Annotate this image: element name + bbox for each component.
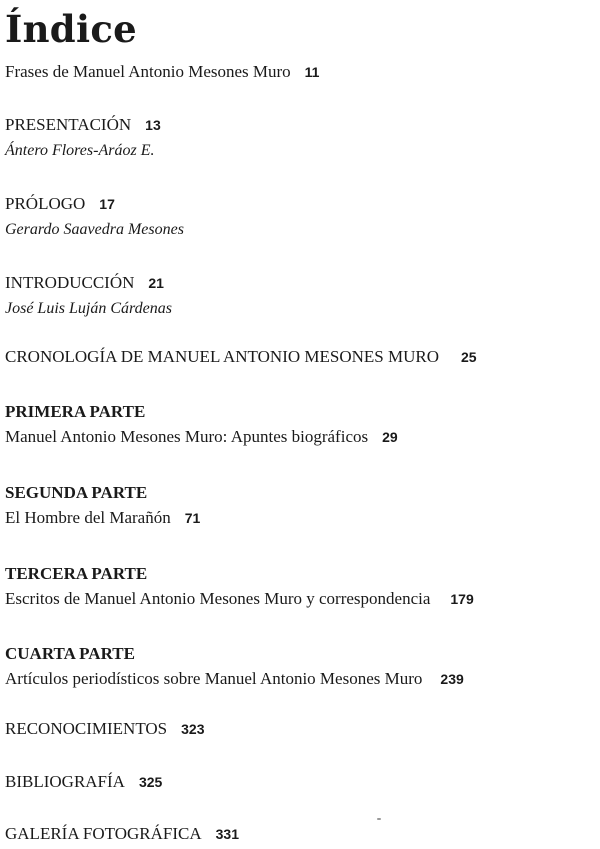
toc-entry-line (5, 823, 239, 845)
toc-entry-line (5, 114, 161, 136)
scan-speck (377, 818, 381, 820)
toc-page-number: 13 (145, 117, 161, 133)
toc-entry-text: PRÓLOGO (5, 194, 86, 213)
toc-entry-text: GALERÍA FOTOGRÁFICA (5, 824, 202, 843)
toc-entry-primera-parte[interactable] (5, 401, 398, 448)
toc-entry-text: RECONOCIMIENTOS (5, 719, 168, 738)
toc-entry-text: Manuel Antonio Mesones Muro: Apuntes biográficos (5, 427, 369, 446)
toc-entry-text: Escritos de Manuel Antonio Mesones Muro y correspondencia (5, 589, 431, 608)
toc-entry-author: Gerardo Saavedra Mesones (5, 221, 184, 238)
toc-entry-text: CRONOLOGÍA DE MANUEL ANTONIO MESONES MURO (5, 347, 439, 366)
toc-entry-text: Artículos periodísticos sobre Manuel Antonio Mesones Muro (5, 669, 423, 688)
toc-entry-frases[interactable] (5, 61, 319, 83)
toc-entry-author: Ántero Flores-Aráoz E. (5, 142, 155, 159)
page-title: Índice (5, 7, 138, 51)
toc-page-number: 323 (181, 721, 205, 737)
toc-entry-author: José Luis Luján Cárdenas (5, 300, 172, 317)
toc-entry-galeria-fotografica[interactable] (5, 823, 239, 845)
toc-page-number: 179 (450, 591, 474, 607)
toc-part-heading: CUARTA PARTE (5, 644, 135, 663)
toc-entry-line (5, 61, 319, 83)
toc-page-number: 25 (460, 349, 477, 365)
toc-entry-introduccion[interactable] (5, 272, 172, 320)
toc-part-heading: SEGUNDA PARTE (5, 483, 148, 502)
toc-page-number: 29 (382, 429, 398, 445)
toc-part-heading: PRIMERA PARTE (5, 402, 146, 421)
toc-entry-presentacion[interactable] (5, 114, 161, 162)
toc-entry-line (5, 426, 398, 448)
toc-page-number: 239 (440, 671, 464, 687)
toc-entry-text: El Hombre del Marañón (5, 508, 171, 527)
toc-entry-cronologia[interactable] (5, 346, 477, 368)
toc-entry-reconocimientos[interactable] (5, 718, 205, 740)
toc-entry-prologo[interactable] (5, 193, 184, 241)
toc-entry-text: PRESENTACIÓN (5, 115, 132, 134)
toc-page-number: 331 (215, 826, 239, 842)
toc-entry-line (5, 771, 162, 793)
toc-entry-cuarta-parte[interactable] (5, 643, 464, 690)
toc-entry-tercera-parte[interactable] (5, 563, 474, 610)
toc-entry-bibliografia[interactable] (5, 771, 162, 793)
toc-entry-text: INTRODUCCIÓN (5, 273, 135, 292)
toc-page-number: 11 (304, 64, 320, 80)
toc-entry-segunda-parte[interactable] (5, 482, 200, 529)
toc-entry-line (5, 668, 464, 690)
toc-entry-line (5, 193, 184, 215)
toc-entry-text: BIBLIOGRAFÍA (5, 772, 125, 791)
toc-entry-text: Frases de Manuel Antonio Mesones Muro (5, 62, 291, 81)
toc-page-number: 71 (184, 510, 201, 526)
toc-entry-line (5, 507, 200, 529)
toc-entry-line (5, 346, 477, 368)
toc-entry-line (5, 272, 172, 294)
toc-page-number: 17 (99, 196, 115, 212)
toc-entry-line (5, 718, 205, 740)
toc-page-number: 325 (138, 774, 163, 790)
toc-page-number: 21 (148, 275, 164, 291)
toc-entry-line (5, 588, 474, 610)
toc-part-heading: TERCERA PARTE (5, 564, 148, 583)
